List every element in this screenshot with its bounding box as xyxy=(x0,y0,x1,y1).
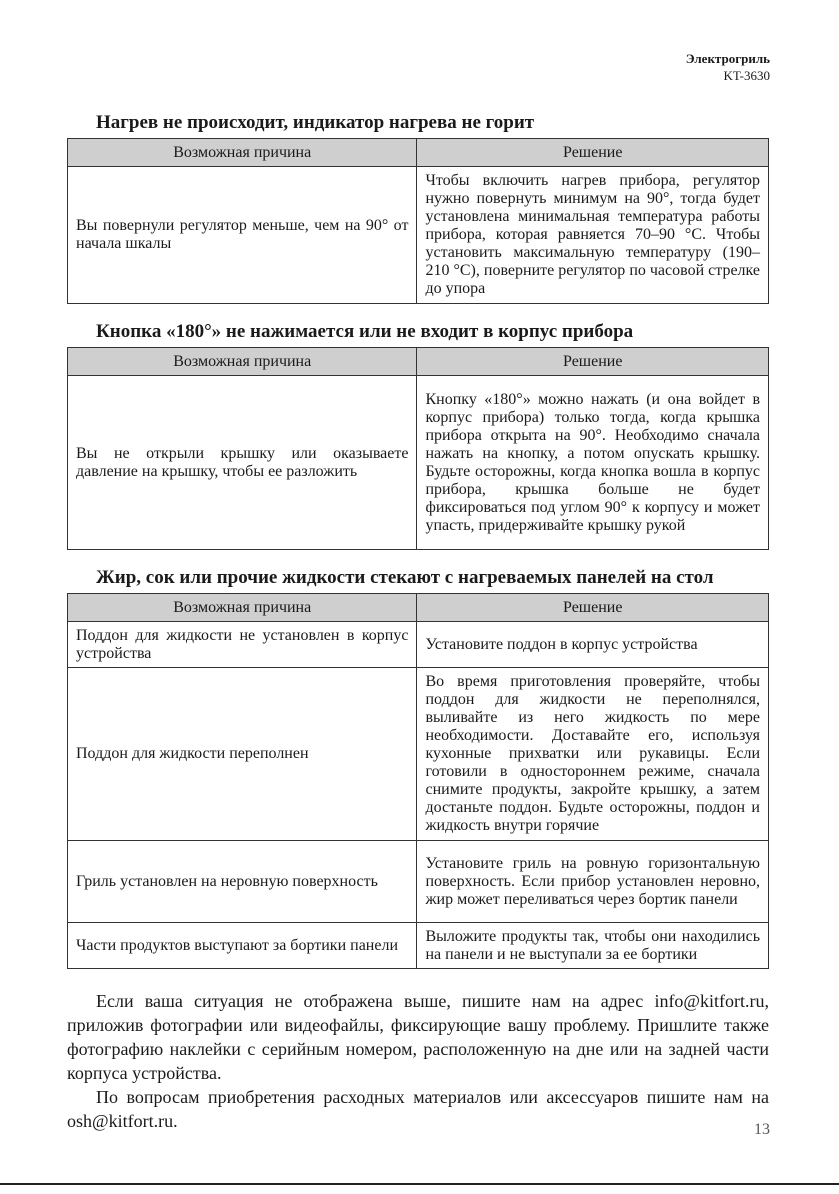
solution-cell: Во время приготовления проверяйте, чтобы поддон для жидкости не переполнялся, выливайте из него жидкость по мере необходимости. Доставайте его, используя кухонные прихватки или рукавицы. Если готовили в одностороннем режиме, сначала снимите продукты, закройте крышку, а затем достаньте поддон. Будьте осторожны, поддон и жидкость внутри горячие xyxy=(417,668,769,841)
troubleshooting-table-button-180 xyxy=(67,347,769,550)
contact-note xyxy=(67,989,769,1133)
troubleshooting-table-liquid-leak xyxy=(67,593,769,969)
solution-cell: Установите поддон в корпус устройства xyxy=(417,622,769,668)
product-name: Электрогриль xyxy=(685,51,770,66)
table-row xyxy=(68,923,769,969)
cause-cell: Гриль установлен на неровную поверхность xyxy=(68,841,417,923)
table-header-row xyxy=(68,348,769,376)
section-title-liquid-leak: Жир, сок или прочие жидкости стекают с нагреваемых панелей на стол xyxy=(96,567,714,588)
cause-cell: Вы повернули регулятор меньше, чем на 90° от начала шкалы xyxy=(68,167,417,304)
accessories-paragraph: По вопросам приобретения расходных материалов или аксессуаров пишите нам на osh@kitfort.ru. xyxy=(67,1087,769,1131)
page-header xyxy=(686,50,770,84)
column-header-solution: Решение xyxy=(417,348,769,376)
table-row xyxy=(68,841,769,923)
bottom-divider xyxy=(0,1183,839,1185)
cause-cell: Поддон для жидкости не установлен в корпус устройства xyxy=(68,622,417,668)
solution-cell: Выложите продукты так, чтобы они находились на панели и не выступали за ее бортики xyxy=(417,923,769,969)
column-header-cause: Возможная причина xyxy=(68,594,417,622)
page-number: 13 xyxy=(754,1121,770,1138)
cause-cell: Вы не открыли крышку или оказываете давление на крышку, чтобы ее разложить xyxy=(68,376,417,550)
solution-cell: Кнопку «180°» можно нажать (и она войдет в корпус прибора) только тогда, когда крышка прибора открыта на 90°. Необходимо сначала нажать на кнопку, а потом опускать крышку. Будьте осторожны, когда кнопка вошла в корпус прибора, крышка больше не будет фиксироваться под углом 90° к корпусу и может упасть, придерживайте крышку рукой xyxy=(417,376,769,550)
table-row xyxy=(68,668,769,841)
cause-cell: Поддон для жидкости переполнен xyxy=(68,668,417,841)
solution-cell: Установите гриль на ровную горизонтальную поверхность. Если прибор установлен неровно, жир может переливаться через бортик панели xyxy=(417,841,769,923)
contact-paragraph: Если ваша ситуация не отображена выше, пишите нам на адрес info@kitfort.ru, приложив фотографии или видеофайлы, фиксирующие вашу проблему. Пришлите также фотографию наклейки с серийным номером, расположенную на дне или на задней части корпуса устройства. xyxy=(67,991,769,1083)
model-number: KT-3630 xyxy=(723,68,770,83)
section-title-no-heating: Нагрев не происходит, индикатор нагрева не горит xyxy=(96,112,535,133)
column-header-cause: Возможная причина xyxy=(68,139,417,167)
column-header-solution: Решение xyxy=(417,139,769,167)
table-row xyxy=(68,167,769,304)
troubleshooting-table-no-heating xyxy=(67,138,769,304)
cause-cell: Части продуктов выступают за бортики панели xyxy=(68,923,417,969)
section-title-button-180: Кнопка «180°» не нажимается или не входит в корпус прибора xyxy=(96,321,634,342)
table-header-row xyxy=(68,594,769,622)
solution-cell: Чтобы включить нагрев прибора, регулятор нужно повернуть минимум на 90°, тогда будет установлена минимальная температура работы прибора, которая равняется 70–90 °С. Чтобы установить максимальную температуру (190–210 °С), поверните регулятор по часовой стрелке до упора xyxy=(417,167,769,304)
column-header-solution: Решение xyxy=(417,594,769,622)
table-row xyxy=(68,376,769,550)
table-header-row xyxy=(68,139,769,167)
table-row xyxy=(68,622,769,668)
column-header-cause: Возможная причина xyxy=(68,348,417,376)
